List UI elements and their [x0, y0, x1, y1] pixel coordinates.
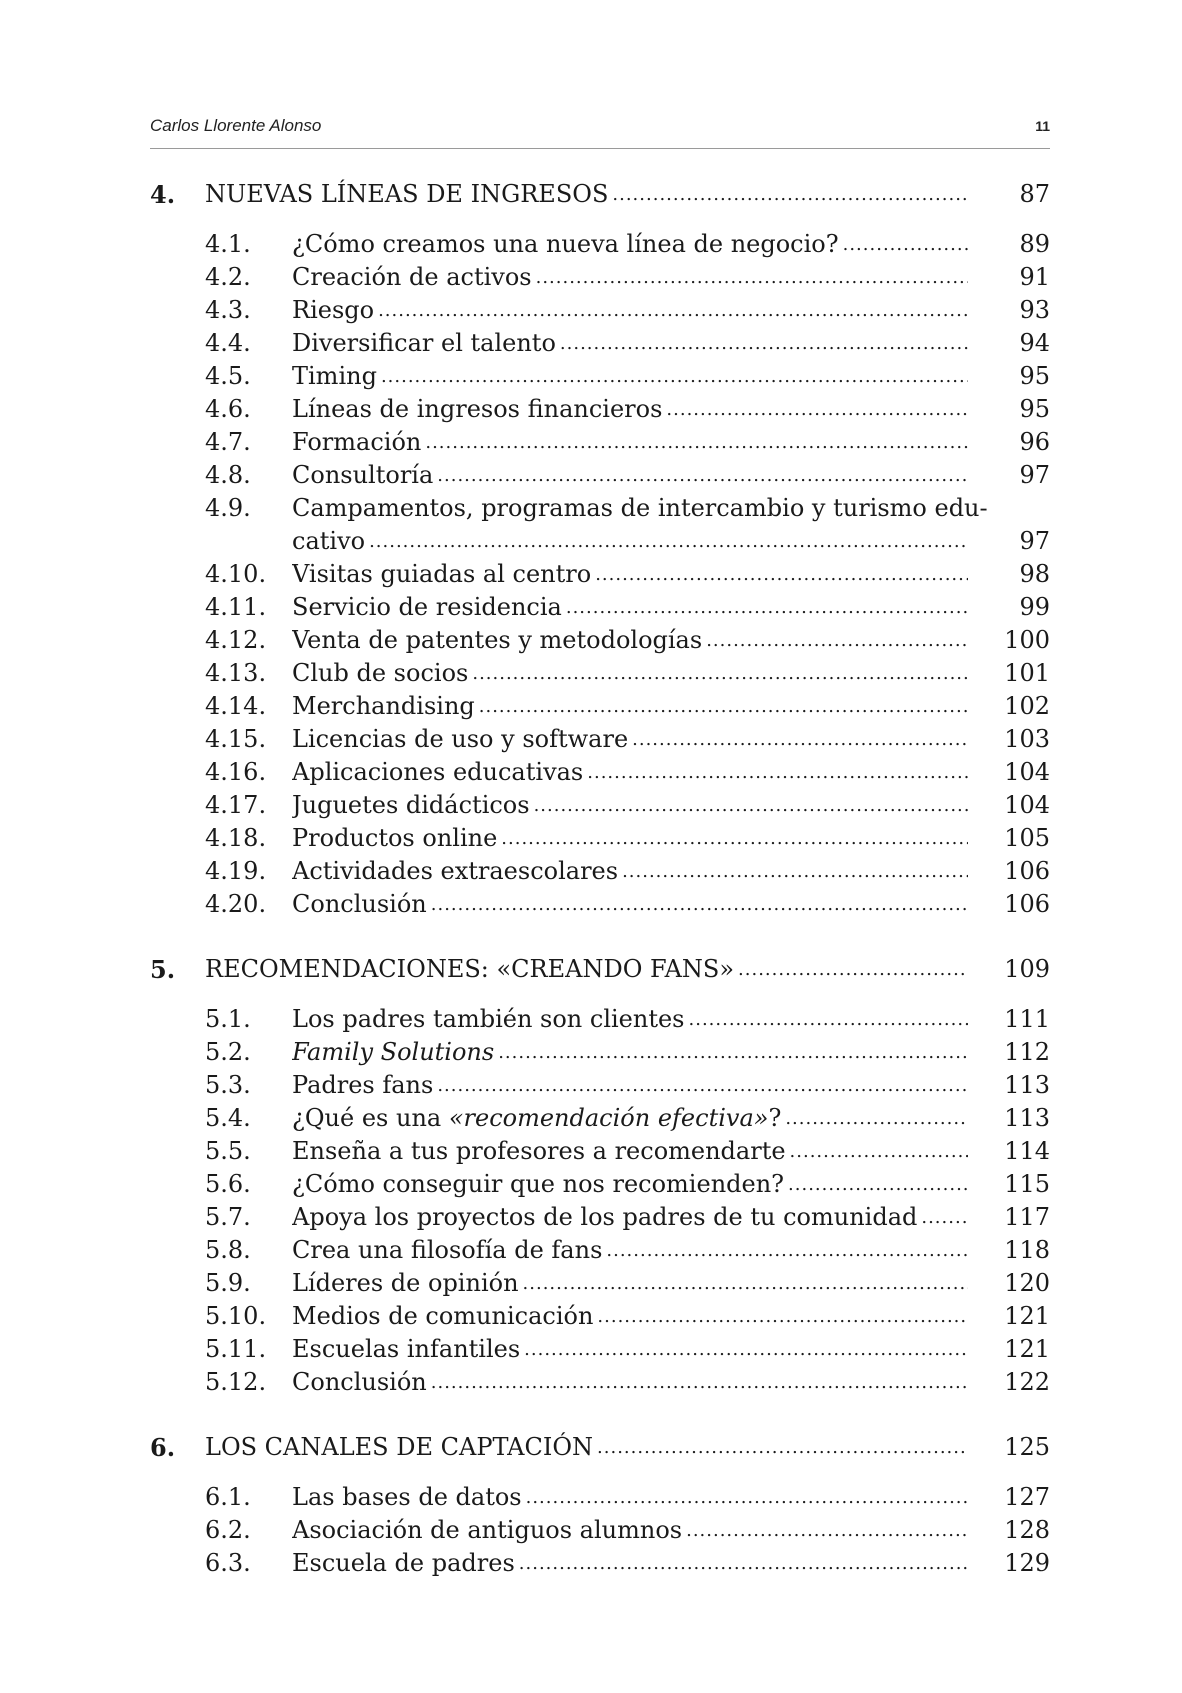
dot-leader	[437, 1069, 968, 1102]
section-title: Escuela de padres	[292, 1549, 515, 1577]
section-title-line	[292, 1514, 968, 1547]
section-title-line	[292, 1300, 968, 1333]
section-title-line	[292, 657, 968, 690]
section-page: 118	[1004, 1236, 1050, 1264]
dot-leader	[790, 1135, 968, 1168]
section-entry	[150, 1036, 1050, 1069]
section-number: 4.6.	[205, 395, 251, 423]
section-entry	[150, 426, 1050, 459]
section-title: Actividades extraescolares	[292, 857, 619, 885]
section-title-line	[292, 624, 968, 657]
section-entry	[150, 294, 1050, 327]
dot-leader	[587, 756, 968, 789]
section-title-line	[292, 789, 968, 822]
section-entry	[150, 261, 1050, 294]
section-entry	[150, 1481, 1050, 1514]
dot-leader	[632, 723, 968, 756]
section-page: 99	[1019, 593, 1050, 621]
section-entry	[150, 1003, 1050, 1036]
section-title-line	[292, 1036, 968, 1069]
section-title-line	[292, 459, 968, 492]
chapter-page: 109	[1004, 955, 1050, 983]
dot-leader	[437, 459, 968, 492]
section-title-line	[292, 1366, 968, 1399]
section-title: Conclusión	[292, 890, 427, 918]
section-number: 4.8.	[205, 461, 251, 489]
section-title-line	[292, 591, 968, 624]
section-title: Las bases de datos	[292, 1483, 522, 1511]
section-page: 95	[1019, 362, 1050, 390]
dot-leader	[612, 178, 968, 211]
dot-leader	[595, 558, 968, 591]
section-number: 4.15.	[205, 725, 267, 753]
section-title-line1: Campamentos, programas de intercambio y turismo edu-	[292, 494, 988, 522]
section-title: Family Solutions	[292, 1038, 495, 1066]
section-entry	[150, 690, 1050, 723]
section-title-line	[292, 1102, 968, 1135]
section-page: 96	[1019, 428, 1050, 456]
dot-leader	[501, 822, 968, 855]
section-entry	[150, 459, 1050, 492]
chapter-title: RECOMENDACIONES: «CREANDO FANS»	[205, 955, 735, 983]
section-number: 4.12.	[205, 626, 267, 654]
section-title: Visitas guiadas al centro	[292, 560, 592, 588]
author-name: Carlos Llorente Alonso	[150, 116, 322, 135]
section-number: 4.4.	[205, 329, 251, 357]
section-entry	[150, 1102, 1050, 1135]
section-title-line	[292, 1135, 968, 1168]
section-title: ¿Qué es una «recomendación efectiva»?	[292, 1104, 782, 1132]
section-title: Licencias de uso y software	[292, 725, 629, 753]
chapter-entry	[150, 178, 1050, 211]
section-number: 4.13.	[205, 659, 267, 687]
section-entry	[150, 723, 1050, 756]
section-title-line	[292, 888, 968, 921]
section-number: 4.9.	[205, 494, 251, 522]
chapter-page: 125	[1004, 1433, 1050, 1461]
section-page: 127	[1004, 1483, 1050, 1511]
section-number: 6.3.	[205, 1549, 251, 1577]
table-of-contents	[150, 178, 1050, 1580]
chapter-entry	[150, 1431, 1050, 1464]
section-page: 104	[1004, 791, 1050, 819]
section-title-line	[292, 228, 968, 261]
section-entry-continued	[150, 525, 1050, 558]
section-entry	[150, 789, 1050, 822]
section-title-line	[292, 756, 968, 789]
dot-leader	[566, 591, 968, 624]
section-entry	[150, 822, 1050, 855]
section-page: 114	[1004, 1137, 1050, 1165]
section-number: 4.1.	[205, 230, 251, 258]
running-header	[150, 112, 1050, 149]
section-page: 111	[1004, 1005, 1050, 1033]
section-page: 102	[1004, 692, 1050, 720]
section-entry	[150, 1300, 1050, 1333]
section-title-line	[292, 822, 968, 855]
section-page: 106	[1004, 857, 1050, 885]
section-entry	[150, 1547, 1050, 1580]
chapter-title: LOS CANALES DE CAPTACIÓN	[205, 1433, 594, 1461]
section-page: 122	[1004, 1368, 1050, 1396]
section-title: Creación de activos	[292, 263, 532, 291]
section-page: 95	[1019, 395, 1050, 423]
section-title-line	[292, 294, 968, 327]
chapter-title-line	[205, 1431, 968, 1464]
section-page: 93	[1019, 296, 1050, 324]
section-entry	[150, 756, 1050, 789]
dot-leader	[431, 1366, 968, 1399]
chapter-title-line	[205, 178, 968, 211]
section-number: 5.1.	[205, 1005, 251, 1033]
section-title-line	[292, 261, 968, 294]
section-title-line	[292, 525, 968, 558]
section-entry	[150, 1366, 1050, 1399]
section-number: 4.2.	[205, 263, 251, 291]
section-page: 98	[1019, 560, 1050, 588]
section-number: 4.7.	[205, 428, 251, 456]
section-title: Timing	[292, 362, 377, 390]
chapter-spacer	[150, 921, 1050, 953]
section-title: Crea una filosofía de fans	[292, 1236, 603, 1264]
section-entry	[150, 1267, 1050, 1300]
section-title: Enseña a tus profesores a recomendarte	[292, 1137, 786, 1165]
section-entry	[150, 1168, 1050, 1201]
section-number: 4.5.	[205, 362, 251, 390]
section-title-line	[292, 690, 968, 723]
dot-leader	[706, 624, 968, 657]
section-number: 5.8.	[205, 1236, 251, 1264]
section-number: 5.10.	[205, 1302, 267, 1330]
section-title: Formación	[292, 428, 422, 456]
dot-leader	[369, 525, 968, 558]
section-page: 100	[1004, 626, 1050, 654]
section-title: Servicio de residencia	[292, 593, 562, 621]
section-page: 104	[1004, 758, 1050, 786]
section-title: Conclusión	[292, 1368, 427, 1396]
section-page: 115	[1004, 1170, 1050, 1198]
section-title: Juguetes didácticos	[292, 791, 530, 819]
section-page: 91	[1019, 263, 1050, 291]
section-number: 4.3.	[205, 296, 251, 324]
chapter-title: NUEVAS LÍNEAS DE INGRESOS	[205, 180, 609, 208]
section-title: Merchandising	[292, 692, 475, 720]
section-title: Aplicaciones educativas	[292, 758, 584, 786]
dot-leader	[606, 1234, 968, 1267]
section-page: 120	[1004, 1269, 1050, 1297]
section-number: 4.18.	[205, 824, 267, 852]
dot-leader	[534, 789, 968, 822]
section-title-line	[292, 1069, 968, 1102]
dot-leader	[738, 953, 968, 986]
section-page: 101	[1004, 659, 1050, 687]
section-title-line	[292, 327, 968, 360]
section-title-line	[292, 360, 968, 393]
dot-leader	[788, 1168, 968, 1201]
dot-leader	[597, 1300, 968, 1333]
chapter-number: 4.	[150, 180, 176, 209]
section-title-line	[292, 558, 968, 591]
section-title: cativo	[292, 527, 366, 555]
section-number: 4.19.	[205, 857, 267, 885]
section-entry	[150, 855, 1050, 888]
section-number: 5.5.	[205, 1137, 251, 1165]
section-title-line	[292, 723, 968, 756]
dot-leader	[526, 1481, 968, 1514]
dot-leader	[921, 1201, 968, 1234]
section-number: 4.14.	[205, 692, 267, 720]
dot-leader	[472, 657, 968, 690]
section-page: 129	[1004, 1549, 1050, 1577]
section-title: ¿Cómo conseguir que nos recomienden?	[292, 1170, 785, 1198]
section-title: Apoya los proyectos de los padres de tu comunidad	[292, 1203, 918, 1231]
section-number: 4.17.	[205, 791, 267, 819]
section-title: Productos online	[292, 824, 498, 852]
section-title-line	[292, 1267, 968, 1300]
section-page: 113	[1004, 1071, 1050, 1099]
section-title: ¿Cómo creamos una nueva línea de negocio?	[292, 230, 839, 258]
section-entry	[150, 558, 1050, 591]
section-page: 94	[1019, 329, 1050, 357]
section-title-line	[292, 426, 968, 459]
section-title: Asociación de antiguos alumnos	[292, 1516, 683, 1544]
section-entry	[150, 1333, 1050, 1366]
section-title-italic: «recomendación efectiva»	[448, 1104, 769, 1132]
section-title: Club de socios	[292, 659, 469, 687]
dot-leader	[519, 1547, 968, 1580]
dot-leader	[536, 261, 968, 294]
section-page: 106	[1004, 890, 1050, 918]
section-number: 5.6.	[205, 1170, 251, 1198]
section-title: Líneas de ingresos financieros	[292, 395, 663, 423]
chapter-page: 87	[1019, 180, 1050, 208]
dot-leader	[686, 1514, 968, 1547]
chapter-number: 6.	[150, 1433, 176, 1462]
dot-leader	[622, 855, 968, 888]
section-number: 4.16.	[205, 758, 267, 786]
section-entry	[150, 327, 1050, 360]
section-title: Venta de patentes y metodologías	[292, 626, 703, 654]
section-title-line	[292, 1003, 968, 1036]
section-number: 5.9.	[205, 1269, 251, 1297]
section-entry	[150, 1135, 1050, 1168]
section-page: 121	[1004, 1335, 1050, 1363]
section-page: 113	[1004, 1104, 1050, 1132]
dot-leader	[498, 1036, 968, 1069]
section-page: 128	[1004, 1516, 1050, 1544]
section-title-line	[292, 1547, 968, 1580]
section-number: 6.1.	[205, 1483, 251, 1511]
section-title-line	[292, 1168, 968, 1201]
section-title-line	[292, 1333, 968, 1366]
section-title: Escuelas infantiles	[292, 1335, 521, 1363]
section-number: 6.2.	[205, 1516, 251, 1544]
section-number: 5.2.	[205, 1038, 251, 1066]
chapter-number: 5.	[150, 955, 176, 984]
section-entry	[150, 888, 1050, 921]
section-page: 121	[1004, 1302, 1050, 1330]
section-title-line	[292, 1481, 968, 1514]
section-number: 5.11.	[205, 1335, 267, 1363]
section-entry	[150, 1234, 1050, 1267]
section-number: 4.11.	[205, 593, 267, 621]
section-title-line	[292, 1201, 968, 1234]
section-title: Padres fans	[292, 1071, 434, 1099]
section-entry	[150, 1514, 1050, 1547]
section-number: 5.4.	[205, 1104, 251, 1132]
section-entry	[150, 1069, 1050, 1102]
section-title: Consultoría	[292, 461, 434, 489]
section-number: 5.7.	[205, 1203, 251, 1231]
dot-leader	[378, 294, 968, 327]
section-page: 97	[1019, 461, 1050, 489]
page-number: 11	[1035, 118, 1050, 134]
chapter-entry	[150, 953, 1050, 986]
section-page: 105	[1004, 824, 1050, 852]
dot-leader	[689, 1003, 969, 1036]
section-page: 117	[1004, 1203, 1050, 1231]
dot-leader	[523, 1267, 968, 1300]
dot-leader	[666, 393, 968, 426]
section-title: Los padres también son clientes	[292, 1005, 685, 1033]
section-page: 97	[1019, 527, 1050, 555]
section-title: Diversificar el talento	[292, 329, 556, 357]
dot-leader	[843, 228, 968, 261]
chapter-spacer	[150, 1399, 1050, 1431]
section-entry	[150, 1201, 1050, 1234]
dot-leader	[785, 1102, 968, 1135]
section-entry	[150, 657, 1050, 690]
section-title-line	[292, 393, 968, 426]
dot-leader	[381, 360, 968, 393]
section-page: 112	[1004, 1038, 1050, 1066]
section-page: 89	[1019, 230, 1050, 258]
dot-leader	[479, 690, 968, 723]
section-title: Líderes de opinión	[292, 1269, 519, 1297]
section-title-line	[292, 855, 968, 888]
section-number: 4.20.	[205, 890, 267, 918]
section-entry	[150, 624, 1050, 657]
dot-leader	[425, 426, 968, 459]
dot-leader	[597, 1431, 968, 1464]
section-title: Medios de comunicación	[292, 1302, 594, 1330]
section-number: 4.10.	[205, 560, 267, 588]
dot-leader	[431, 888, 968, 921]
section-entry	[150, 228, 1050, 261]
dot-leader	[560, 327, 968, 360]
section-title: Riesgo	[292, 296, 375, 324]
section-entry	[150, 393, 1050, 426]
dot-leader	[524, 1333, 968, 1366]
section-entry	[150, 360, 1050, 393]
section-number: 5.3.	[205, 1071, 251, 1099]
section-number: 5.12.	[205, 1368, 267, 1396]
section-entry	[150, 591, 1050, 624]
section-page: 103	[1004, 725, 1050, 753]
chapter-title-line	[205, 953, 968, 986]
section-entry	[150, 492, 1050, 525]
section-title-line	[292, 1234, 968, 1267]
